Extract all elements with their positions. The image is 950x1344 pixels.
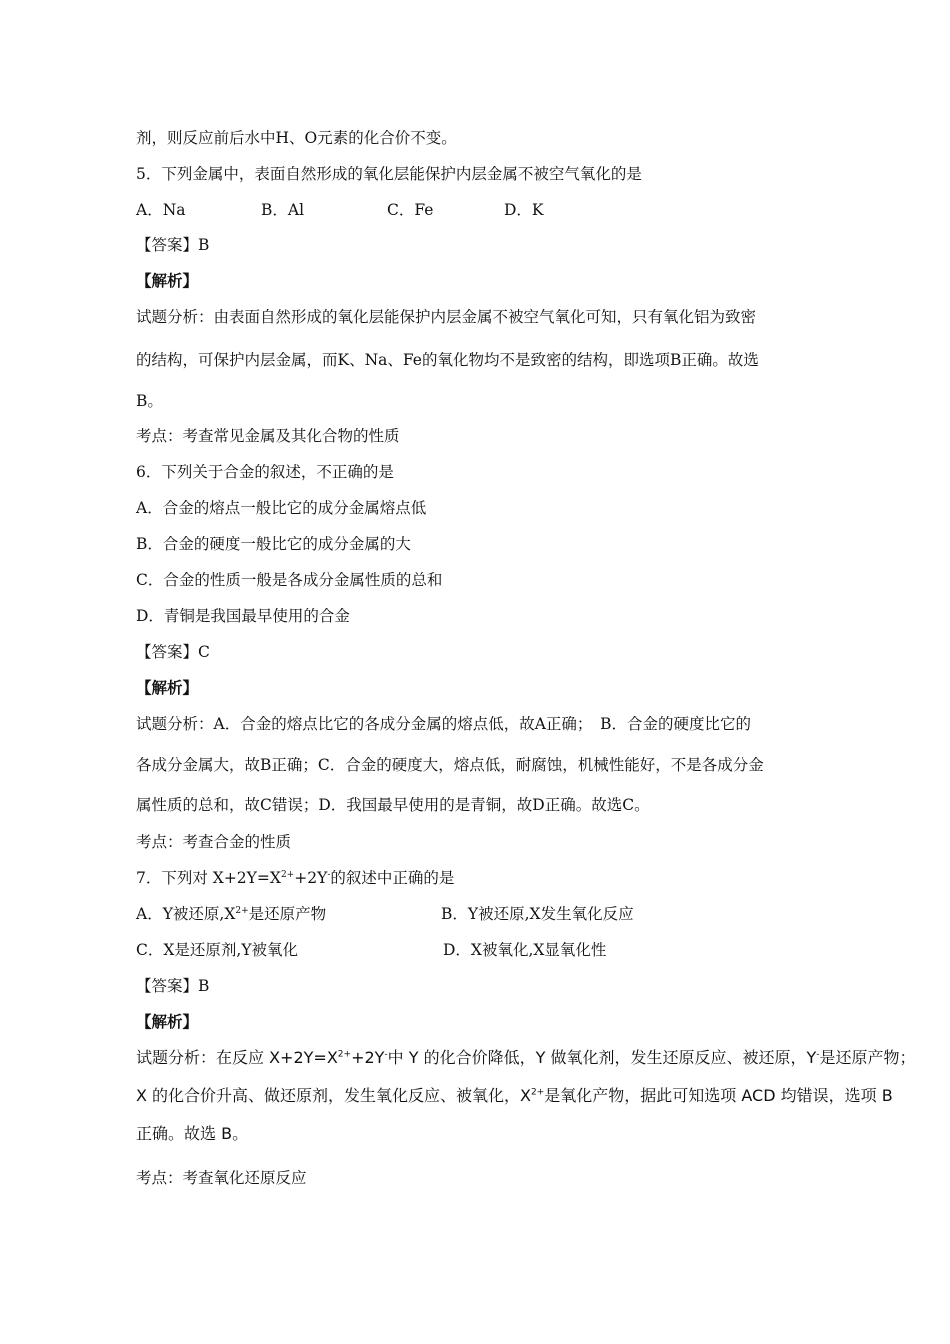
q6-answer: 【答案】C [136,643,210,661]
q6-analysis-line-2: 各成分金属大，故B正确；C．合金的硬度大，熔点低，耐腐蚀，机械性能好，不是各成分金 [136,756,764,774]
q7-analysis-line-3: 正确。故选 B。 [136,1124,249,1143]
q5-analysis-line-3: B。 [136,392,163,410]
carry-over-line: 剂，则反应前后水中H、O元素的化合价不变。 [136,129,457,147]
q7-answer: 【答案】B [136,977,210,995]
q6-option-a: A．合金的熔点一般比它的成分金属熔点低 [136,499,427,517]
q7-option-d: D．X被氧化,X显氧化性 [443,941,607,959]
q7-option-c: C．X是还原剂,Y被氧化 [136,941,299,959]
q7-stem: 7．下列对 $X+2Y=X^{2+}+2Y^-$的叙述中正确的是 [136,869,455,887]
q5-answer: 【答案】B [136,236,210,254]
q6-analysis-line-1: 试题分析：A．合金的熔点比它的各成分金属的熔点低，故A正确； B．合金的硬度比它的 [136,715,752,733]
q7-analysis-heading: 【解析】 [136,1012,199,1031]
q7-analysis-line-1: 试题分析：在反应 $X+2Y=X^{2+}+2Y^-$中 Y 的化合价降低，Y 做氧化剂，发生还原反应、被还原，Y-是还原产物； [136,1048,916,1067]
q5-point: 考点：考查常见金属及其化合物的性质 [136,427,400,445]
q7-analysis-line-2: X 的化合价升高、做还原剂，发生氧化反应、被氧化，$X^{2+}$是氧化产物，据此可知选项 ACD 均错误，选项 B [136,1086,893,1105]
q6-option-c: C．合金的性质一般是各成分金属性质的总和 [136,571,443,589]
q7-point: 考点：考查氧化还原反应 [136,1169,307,1187]
q6-analysis-line-3: 属性质的总和，故C错误；D．我国最早使用的是青铜，故D正确。故选C。 [136,796,650,814]
q6-analysis-heading: 【解析】 [136,678,199,697]
q6-option-b: B．合金的硬度一般比它的成分金属的大 [136,535,411,553]
q6-option-d: D．青铜是我国最早使用的合金 [136,607,350,625]
q5-option-a: A．Na [136,201,186,219]
q7-option-a: A．Y被还原$,X^{2+}$是还原产物 [136,905,327,923]
q6-stem: 6．下列关于合金的叙述，不正确的是 [136,463,394,481]
q5-option-b: B．Al [261,201,305,219]
q7-option-b: B．Y被还原,X发生氧化反应 [441,905,634,923]
q5-analysis-line-2: 的结构，可保护内层金属，而K、Na、Fe的氧化物均不是致密的结构，即选项B正确。故选 [136,351,759,369]
q6-point: 考点：考查合金的性质 [136,833,292,851]
q5-stem: 5．下列金属中，表面自然形成的氧化层能保护内层金属不被空气氧化的是 [136,165,642,183]
q5-analysis-heading: 【解析】 [136,271,199,290]
q5-option-d: D．K [504,201,544,219]
q5-analysis-line-1: 试题分析：由表面自然形成的氧化层能保护内层金属不被空气氧化可知，只有氧化铝为致密 [136,308,757,326]
q5-option-c: C．Fe [387,201,434,219]
